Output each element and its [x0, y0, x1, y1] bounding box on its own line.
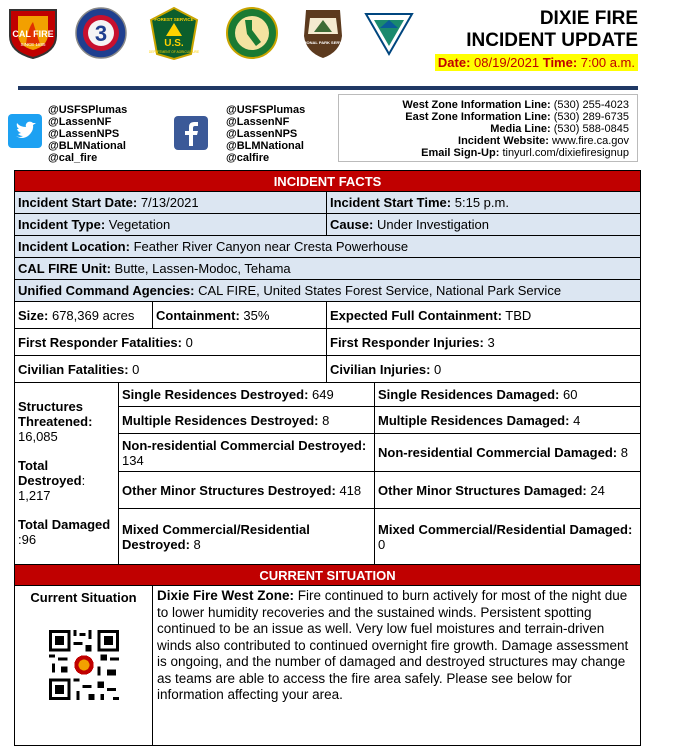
social-handle[interactable]: @LassenNF	[48, 116, 112, 128]
structures-destroyed-cell: Mixed Commercial/Residential Destroyed: 8	[119, 509, 375, 565]
twitter-icon[interactable]	[8, 114, 42, 148]
svg-text:U.S.: U.S.	[164, 38, 184, 49]
california-team-logo	[225, 6, 279, 60]
title-block	[435, 8, 638, 72]
calfire-unit-cell: CAL FIRE Unit: Butte, Lassen-Modoc, Tehama	[15, 258, 641, 280]
structures-threatened-value: 16,085	[18, 429, 58, 444]
structures-destroyed-cell: Other Minor Structures Destroyed: 418	[119, 472, 375, 509]
incident-facts-table	[14, 170, 641, 746]
current-situation-header: CURRENT SITUATION	[15, 565, 641, 586]
structures-damaged-cell: Single Residences Damaged: 60	[375, 383, 641, 407]
incident-management-team-3-logo	[74, 6, 128, 60]
size-cell: Size: 678,369 acres	[15, 302, 153, 329]
incident-name: DIXIE FIRE	[539, 8, 638, 29]
structures-damaged-cell: Mixed Commercial/Residential Damaged: 0	[375, 509, 641, 565]
info-line: Media Line: (530) 588-0845	[490, 123, 629, 135]
blm-logo	[362, 6, 416, 60]
social-handle[interactable]: @LassenNPS	[226, 128, 298, 140]
social-handle[interactable]: @cal_fire	[48, 152, 98, 164]
structures-damaged-cell: Non-residential Commercial Damaged: 8	[375, 434, 641, 472]
structures-damaged-cell: Multiple Residences Damaged: 4	[375, 407, 641, 434]
contact-info-box	[338, 94, 638, 162]
zone-label: Dixie Fire West Zone:	[157, 588, 295, 603]
total-damaged-value: 96	[21, 532, 37, 547]
svg-text:3: 3	[94, 21, 108, 46]
incident-type-cell: Incident Type: Vegetation	[15, 214, 327, 236]
svg-text:SINCE 1885: SINCE 1885	[20, 42, 46, 47]
social-handle[interactable]: @USFSPlumas	[226, 104, 306, 116]
social-handles-right	[226, 104, 305, 164]
total-destroyed-value: 1,217	[18, 488, 51, 503]
social-handle[interactable]: @USFSPlumas	[48, 104, 128, 116]
start-time-cell: Incident Start Time: 5:15 p.m.	[327, 192, 641, 214]
social-handle[interactable]: @calfire	[226, 152, 270, 164]
social-handle[interactable]: @LassenNPS	[48, 128, 120, 140]
fr-injuries-cell: First Responder Injuries: 3	[327, 329, 641, 356]
agencies-cell: Unified Command Agencies: CAL FIRE, United States Forest Service, National Park Service	[15, 280, 641, 302]
social-handle[interactable]: @LassenNF	[226, 116, 290, 128]
structures-destroyed-cell: Single Residences Destroyed: 649	[119, 383, 375, 407]
forest-service-logo	[147, 6, 201, 60]
document-title: INCIDENT UPDATE	[466, 30, 638, 51]
expected-containment-cell: Expected Full Containment: TBD	[327, 302, 641, 329]
structures-damaged-cell: Other Minor Structures Damaged: 24	[375, 472, 641, 509]
facebook-icon[interactable]	[174, 116, 208, 150]
incident-facts-header: INCIDENT FACTS	[15, 171, 641, 192]
national-park-service-logo	[300, 6, 346, 60]
social-handle[interactable]: @BLMNational	[48, 140, 126, 152]
svg-text:FOREST SERVICE: FOREST SERVICE	[154, 17, 194, 22]
containment-cell: Containment: 35%	[153, 302, 327, 329]
structures-destroyed-cell: Non-residential Commercial Destroyed: 134	[119, 434, 375, 472]
structures-destroyed-cell: Multiple Residences Destroyed: 8	[119, 407, 375, 434]
current-situation-label-cell: Current Situation	[15, 586, 153, 746]
situation-text: Fire continued to burn actively for most of the night due to lower humidity recoveries and the sustained winds. Persistent spotting continued to be an issue as well. Very low fuel moistures and terrain-driven winds also contributed to continued overnight fire growth. Damage assessment is ongoing, and the number of damaged and destroyed structures may change as teams are able to access the fire area safely. Please see below for information affecting your area.	[157, 588, 629, 702]
cause-cell: Cause: Under Investigation	[327, 214, 641, 236]
start-date-cell: Incident Start Date: 7/13/2021	[15, 192, 327, 214]
location-cell: Incident Location: Feather River Canyon near Cresta Powerhouse	[15, 236, 641, 258]
info-line: East Zone Information Line: (530) 289-6735	[405, 111, 629, 123]
agency-logos	[0, 0, 440, 70]
social-handles-left	[48, 104, 127, 164]
svg-text:NATIONAL PARK SERVICE: NATIONAL PARK SERVICE	[300, 40, 346, 45]
current-situation-text-cell	[153, 586, 641, 746]
svg-text:DEPARTMENT OF AGRICULTURE: DEPARTMENT OF AGRICULTURE	[148, 50, 200, 54]
info-line: Incident Website: www.fire.ca.gov	[458, 135, 629, 147]
qr-code-icon[interactable]	[46, 627, 122, 703]
civ-injuries-cell: Civilian Injuries: 0	[327, 356, 641, 383]
civ-fatalities-cell: Civilian Fatalities: 0	[15, 356, 327, 383]
fr-fatalities-cell: First Responder Fatalities: 0	[15, 329, 327, 356]
svg-text:CAL FIRE: CAL FIRE	[12, 29, 54, 39]
date-time-line: Date: 08/19/2021 Time: 7:00 a.m.	[435, 54, 638, 71]
calfire-logo	[6, 6, 60, 60]
info-line: West Zone Information Line: (530) 255-4023	[402, 99, 629, 111]
update-time: 7:00 a.m.	[580, 55, 635, 70]
social-handle[interactable]: @BLMNational	[226, 140, 304, 152]
info-line: Email Sign-Up: tinyurl.com/dixiefiresignup	[421, 147, 629, 159]
structures-summary-cell: Structures Threatened: 16,085 Total Destroyed: 1,217 Total Damaged :96	[15, 383, 119, 565]
header-rule	[18, 86, 638, 90]
update-date: 08/19/2021	[474, 55, 540, 70]
